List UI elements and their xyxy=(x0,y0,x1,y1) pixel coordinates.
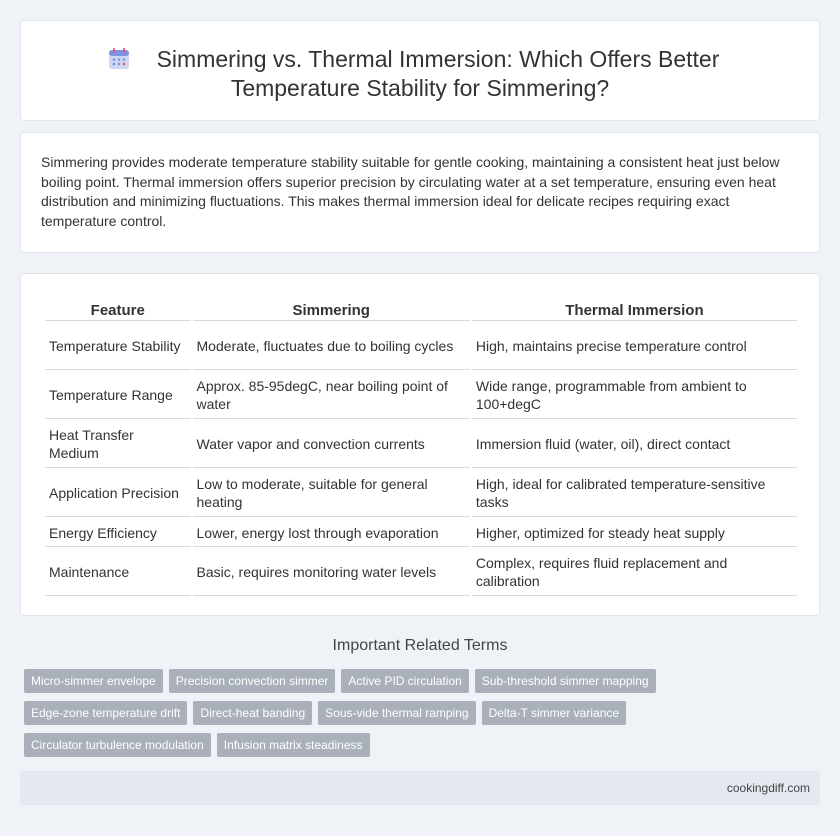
related-term-tag[interactable]: Circulator turbulence modulation xyxy=(24,733,211,757)
table-row xyxy=(45,470,797,517)
intro-paragraph: Simmering provides moderate temperature stability suitable for gentle cooking, maintaining a consistent heat just below boiling point. Thermal immersion offers superior precision by circulating water at a set temperature, ensuring even heat distribution and minimizing fluctuations. This makes thermal immersion ideal for delicate recipes requiring exact temperature control. xyxy=(41,154,780,229)
related-term-tag[interactable]: Sous-vide thermal ramping xyxy=(318,701,475,725)
footer-site-link[interactable]: cookingdiff.com xyxy=(726,781,810,795)
related-term-tag[interactable]: Direct-heat banding xyxy=(193,701,312,725)
comparison-card xyxy=(20,273,820,616)
table-cell: Low to moderate, suitable for general heating xyxy=(193,470,470,517)
table-cell: High, maintains precise temperature control xyxy=(472,323,797,370)
table-cell: Wide range, programmable from ambient to 100+degC xyxy=(472,372,797,419)
title-card xyxy=(20,20,820,121)
table-header-row xyxy=(45,298,797,321)
table-cell: Energy Efficiency xyxy=(45,519,191,547)
page-title xyxy=(21,45,819,103)
table-row xyxy=(45,323,797,370)
footer xyxy=(20,771,820,805)
header-feature: Feature xyxy=(45,298,191,321)
related-term-tag[interactable]: Infusion matrix steadiness xyxy=(217,733,370,757)
table-cell: Complex, requires fluid replacement and calibration xyxy=(472,549,797,596)
intro-card xyxy=(20,132,820,253)
table-cell: Moderate, fluctuates due to boiling cycles xyxy=(193,323,470,370)
table-cell: Water vapor and convection currents xyxy=(193,421,470,468)
table-cell: Heat Transfer Medium xyxy=(45,421,191,468)
page-title-line2: Temperature Stability for Simmering? xyxy=(230,75,610,101)
page-title-line1: Simmering vs. Thermal Immersion: Which Offers Better xyxy=(156,46,720,72)
table-cell: Immersion fluid (water, oil), direct contact xyxy=(472,421,797,468)
related-terms-heading: Important Related Terms xyxy=(332,637,508,654)
table-cell: Approx. 85-95degC, near boiling point of water xyxy=(193,372,470,419)
header-simmering: Simmering xyxy=(193,298,470,321)
table-cell: Temperature Range xyxy=(45,372,191,419)
related-term-tag[interactable]: Delta-T simmer variance xyxy=(482,701,626,725)
table-row xyxy=(45,519,797,547)
table-cell: Temperature Stability xyxy=(45,323,191,370)
table-row xyxy=(45,372,797,419)
comparison-table xyxy=(43,296,799,598)
table-cell: High, ideal for calibrated temperature-sensitive tasks xyxy=(472,470,797,517)
related-term-tag[interactable]: Edge-zone temperature drift xyxy=(24,701,187,725)
table-row xyxy=(45,421,797,468)
table-cell: Basic, requires monitoring water levels xyxy=(193,549,470,596)
table-cell: Lower, energy lost through evaporation xyxy=(193,519,470,547)
related-terms-list xyxy=(24,669,804,765)
related-term-tag[interactable]: Sub-threshold simmer mapping xyxy=(475,669,656,693)
table-cell: Higher, optimized for steady heat supply xyxy=(472,519,797,547)
table-cell: Maintenance xyxy=(45,549,191,596)
related-term-tag[interactable]: Micro-simmer envelope xyxy=(24,669,163,693)
table-row xyxy=(45,549,797,596)
table-cell: Application Precision xyxy=(45,470,191,517)
related-term-tag[interactable]: Precision convection simmer xyxy=(169,669,336,693)
header-thermal-immersion: Thermal Immersion xyxy=(472,298,797,321)
related-term-tag[interactable]: Active PID circulation xyxy=(341,669,468,693)
